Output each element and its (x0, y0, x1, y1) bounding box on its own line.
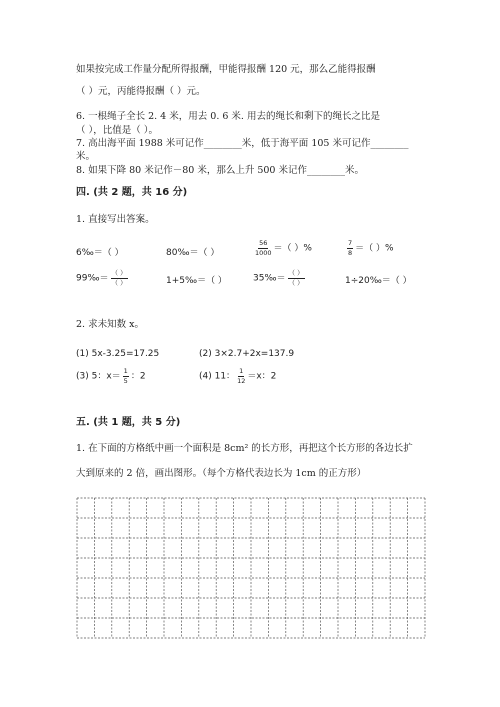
calc-r1c4-fraction: $\frac{7}{8}$ (348, 239, 353, 257)
equation-2: (2) 3×2.7+2x=137.9 (199, 349, 295, 359)
calc-r2c3-fraction: $\frac{( )}{( )}$ (288, 269, 304, 287)
q6-text-line2: （ ），比值是（ ）。 (76, 125, 159, 136)
equation-4: (4) 11： $\frac{1}{12}$ ＝x：2 (199, 367, 277, 385)
section4-q2-title: 2. 求未知数 x。 (76, 319, 144, 330)
equation-1: (1) 5x-3.25=17.25 (76, 349, 160, 359)
equation-3-fraction: $\frac{1}{5}$ (123, 367, 128, 385)
q6-text-line1: 6. 一根绳子全长 2. 4 米，用去 0. 6 米. 用去的绳长和剩下的绳长之比是 (76, 111, 380, 122)
calc-r2c2: 1+5‰＝（ ） (166, 276, 227, 286)
q5-text-line2: （ ）元，丙能得报酬（ ）元。 (76, 86, 206, 97)
section4-q1-title: 1. 直接写出答案。 (76, 214, 155, 225)
calc-r2c3: 35‰＝ $\frac{( )}{( )}$ (253, 269, 304, 287)
equation-3: (3) 5：x＝ $\frac{1}{5}$ ：2 (76, 367, 146, 385)
equation-4-fraction: $\frac{1}{12}$ (237, 367, 246, 385)
q8-text: 8. 如果下降 80 米记作－80 米，那么上升 500 米记作________米。 (76, 165, 364, 176)
calc-r1c2: 80‰＝（ ） (166, 248, 220, 258)
q7-text-line2: 米。 (76, 151, 96, 162)
calc-r2c4: 1÷20‰＝（ ） (345, 276, 412, 286)
calc-r1c1: 6‰＝（ ） (76, 248, 124, 258)
calc-r2c1: 99‰＝ $\frac{( )}{( )}$ (76, 269, 127, 287)
square-grid-paper[interactable] (76, 497, 426, 639)
calc-r1c3: $\frac{56}{1000}$ ＝（ ）% (255, 239, 312, 257)
section4-title: 四. (共 2 题，共 16 分) (76, 187, 188, 198)
calc-r1c3-fraction: $\frac{56}{1000}$ (255, 239, 272, 257)
section5-q1-line2: 大到原来的 2 倍，画出图形。（每个方格代表边长为 1cm 的正方形） (76, 468, 367, 479)
calc-r2c1-fraction: $\frac{( )}{( )}$ (111, 269, 127, 287)
calc-r1c4: $\frac{7}{8}$ ＝（ ）% (348, 239, 394, 257)
section5-q1-line1: 1. 在下面的方格纸中画一个面积是 8cm² 的长方形，再把这个长方形的各边长扩 (76, 443, 413, 454)
q7-text-line1: 7. 高出海平面 1988 米可记作________米，低于海平面 105 米可记作________ (76, 138, 409, 149)
section5-title: 五. (共 1 题，共 5 分) (76, 417, 181, 428)
q5-text-line1: 如果按完成工作量分配所得报酬，甲能得报酬 120 元，那么乙能得报酬 (76, 64, 376, 75)
